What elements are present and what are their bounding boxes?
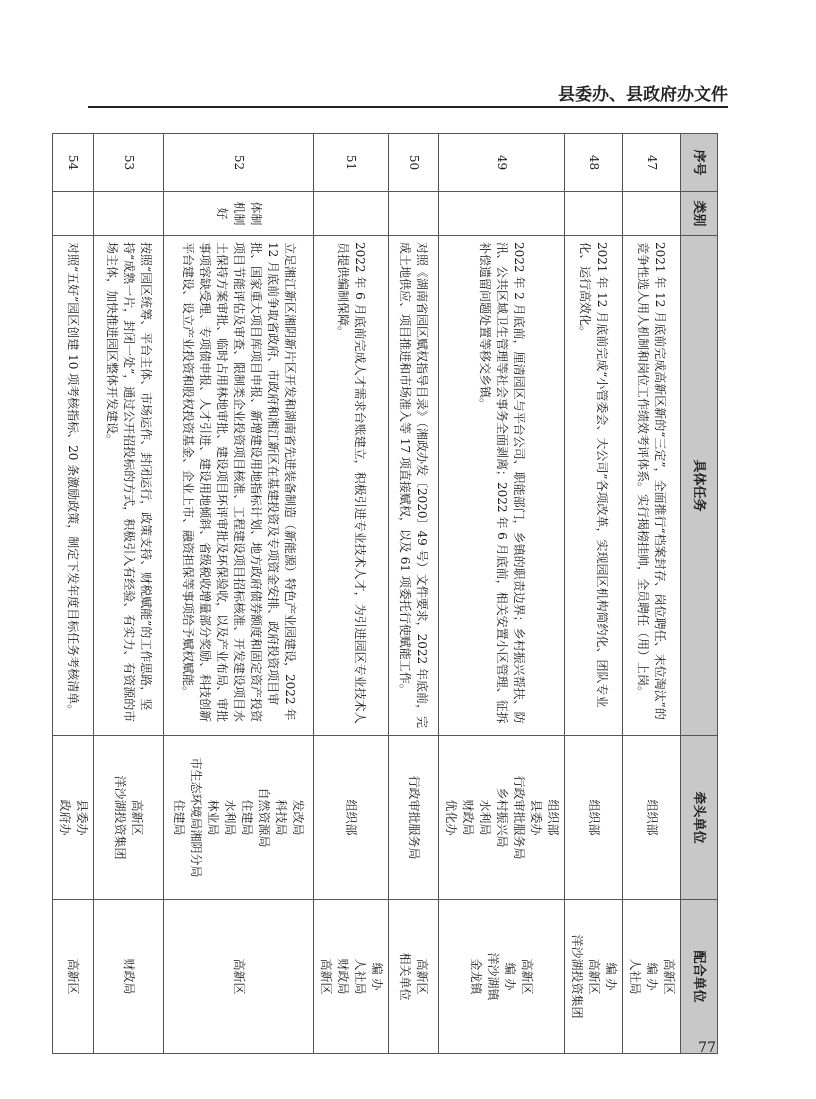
row-task: 对照《湖南省园区赋权指导目录》（湘政办发〔2020〕49 号）文件要求，2022 年底前，完成土地供应、项目推进和市场准入等 17 项直接赋权，以及 61 项委托行使赋能工作。 [389,236,439,736]
row-category [439,192,565,236]
row-task: 立足湘江新区湘阴新片区开发和湖南省先进装备制造（新能源）特色产业园建设，2022 年 12 月底前争取省政府、市政府和湘江新区在基建投资及专项资金安排、政府投资项目审批、国家重大项目库项目申报、新增建设用地指标计划、地方政府债券额度和固定资产投资项目节能评估及审查、限制类企业投资项目核准、工程建设项目招标核准、开发建设项目水土保持方案审批、临时占用林地审批、建设项目环评审批及环保验收，以及产业布局、审批事项容缺受理、专项债申报、人才引进、建设用地倾斜、省级税收增量部分奖励、科技创新平台建设、设立产业投资和股权投资基金、企业上市、融资担保等事项给予赋权赋能。 [164,236,314,736]
table-row [439,134,565,1054]
row-seq: 48 [565,134,623,192]
table-row [623,134,681,1054]
row-coop-units [314,900,389,1054]
row-task: 对照“五好”园区创建 10 项考核指标、20 条激励政策，制定下发年度目标任务考核清单。 [53,236,94,736]
row-task: 2021 年 12 月底前完成“小管委会、大公司”各项改革，实现园区机构简约化、团队专业化、运行高效化。 [565,236,623,736]
table-row [565,134,623,1054]
task-table-rotated [58,133,718,1053]
lead-unit: 组织部 [645,799,659,836]
coop-unit: 洋沙湖投资集团 [570,934,584,1019]
lead-unit: 组织部 [546,799,560,836]
column-header-lead: 牵头单位 [681,736,718,900]
task-table [52,133,718,1054]
row-category [565,192,623,236]
row-category [314,192,389,236]
row-seq: 51 [314,134,389,192]
row-lead-units [94,736,164,900]
table-row [164,134,314,1054]
row-task: 2022 年 2 月底前，厘清园区与平台公司、职能部门，乡镇的职责边界；乡村振兴帮扶、防汛、公共区域卫生管理等社会事务全面剥离；2022 年 6 月底前，相关安置小区管理、征拆补偿遗留问题处置等移交乡镇。 [439,236,565,736]
lead-unit: 组织部 [587,799,601,836]
table-row [389,134,439,1054]
row-seq: 49 [439,134,565,192]
lead-unit: 县委办 [75,799,89,836]
document-header-title: 县委办、县政府办文件 [558,85,728,105]
row-lead-units [439,736,565,900]
coop-unit: 金龙镇 [469,958,484,995]
table-row [314,134,389,1054]
column-header-coop: 配合单位 [681,900,718,1054]
coop-unit: 高新区 [66,958,81,995]
row-task: 2021 年 12 月底前完成高新区新的“三定”，全面推行“档案封存、岗位聘任、末位淘汰”的竞争性选人用人机制和岗位工作绩效考评体系。实行揭榜挂帅，全员聘任（用）上岗。 [623,236,681,736]
lead-unit: 行政审批服务局 [512,775,526,860]
coop-unit: 相关单位 [398,952,413,1001]
coop-unit: 高新区 [662,958,676,995]
coop-unit: 高新区 [232,958,246,995]
coop-unit: 高新区 [319,958,333,995]
row-category [94,192,164,236]
row-coop-units [164,900,314,1054]
page-number: 77 [698,1040,716,1056]
lead-unit: 财政局 [461,799,475,836]
lead-unit: 住建局 [172,799,187,836]
table-header-row [681,134,718,1054]
row-seq: 54 [53,134,94,192]
lead-unit: 水利局 [223,799,238,836]
row-coop-units [389,900,439,1054]
row-seq: 47 [623,134,681,192]
row-coop-units [565,900,623,1054]
lead-unit: 自然资源局 [257,787,272,848]
row-lead-units [623,736,681,900]
coop-unit: 高新区 [587,958,601,995]
lead-unit: 住建局 [240,799,255,836]
lead-unit: 组织部 [344,799,359,836]
row-coop-units [623,900,681,1054]
lead-unit: 林业局 [206,799,221,836]
coop-unit: 编 办 [370,962,384,991]
lead-unit: 市生态环境局湘阴分局 [189,757,204,878]
coop-unit: 人社局 [628,958,642,995]
coop-unit: 人社局 [353,958,367,995]
row-coop-units [94,900,164,1054]
column-header-seq: 序号 [681,134,718,192]
lead-unit: 高新区 [130,799,145,836]
lead-unit: 县委办 [529,799,543,836]
coop-unit: 洋沙湖镇 [486,952,501,1001]
column-header-task: 具体任务 [681,236,718,736]
row-lead-units [53,736,94,900]
table-row [94,134,164,1054]
lead-unit: 优化办 [444,799,458,836]
row-coop-units [53,900,94,1054]
row-task: 按照“园区统筹、平台主体、市场运作、封闭运行，政策支持、财税赋能”的工作思路，坚持“成熟一片，封闭一处”，通过公开招投标的方式，积极引入有经验、有实力、有资源的市场主体，加快推进园区整体开发建设。 [94,236,164,736]
lead-unit: 行政审批服务局 [407,775,421,860]
row-seq: 50 [389,134,439,192]
coop-unit: 财政局 [336,958,350,995]
column-header-category: 类别 [681,192,718,236]
row-seq: 52 [164,134,314,192]
lead-unit: 发改局 [291,799,306,836]
coop-unit: 财政局 [122,958,136,995]
header-divider [88,106,728,108]
row-category [53,192,94,236]
row-lead-units [314,736,389,900]
row-category: 体制机制好 [164,192,314,236]
row-lead-units [164,736,314,900]
lead-unit: 科技局 [274,799,289,836]
lead-unit: 政府办 [58,799,72,836]
lead-unit: 水利局 [478,799,492,836]
coop-unit: 高新区 [415,958,430,995]
row-task: 2022 年 6 月底前完成人才需求台账建立，积极引进专业技术人才，为引进园区专业技术人员提供编制保障。 [314,236,389,736]
coop-unit: 高新区 [520,958,535,995]
row-lead-units [565,736,623,900]
table-row [53,134,94,1054]
row-lead-units [389,736,439,900]
row-category [623,192,681,236]
coop-unit: 编 办 [645,962,659,991]
row-category [389,192,439,236]
lead-unit: 洋沙湖投资集团 [113,775,128,860]
coop-unit: 编 办 [604,962,618,991]
coop-unit: 编 办 [503,962,518,991]
lead-unit: 乡村振兴局 [495,787,509,848]
row-seq: 53 [94,134,164,192]
row-coop-units [439,900,565,1054]
